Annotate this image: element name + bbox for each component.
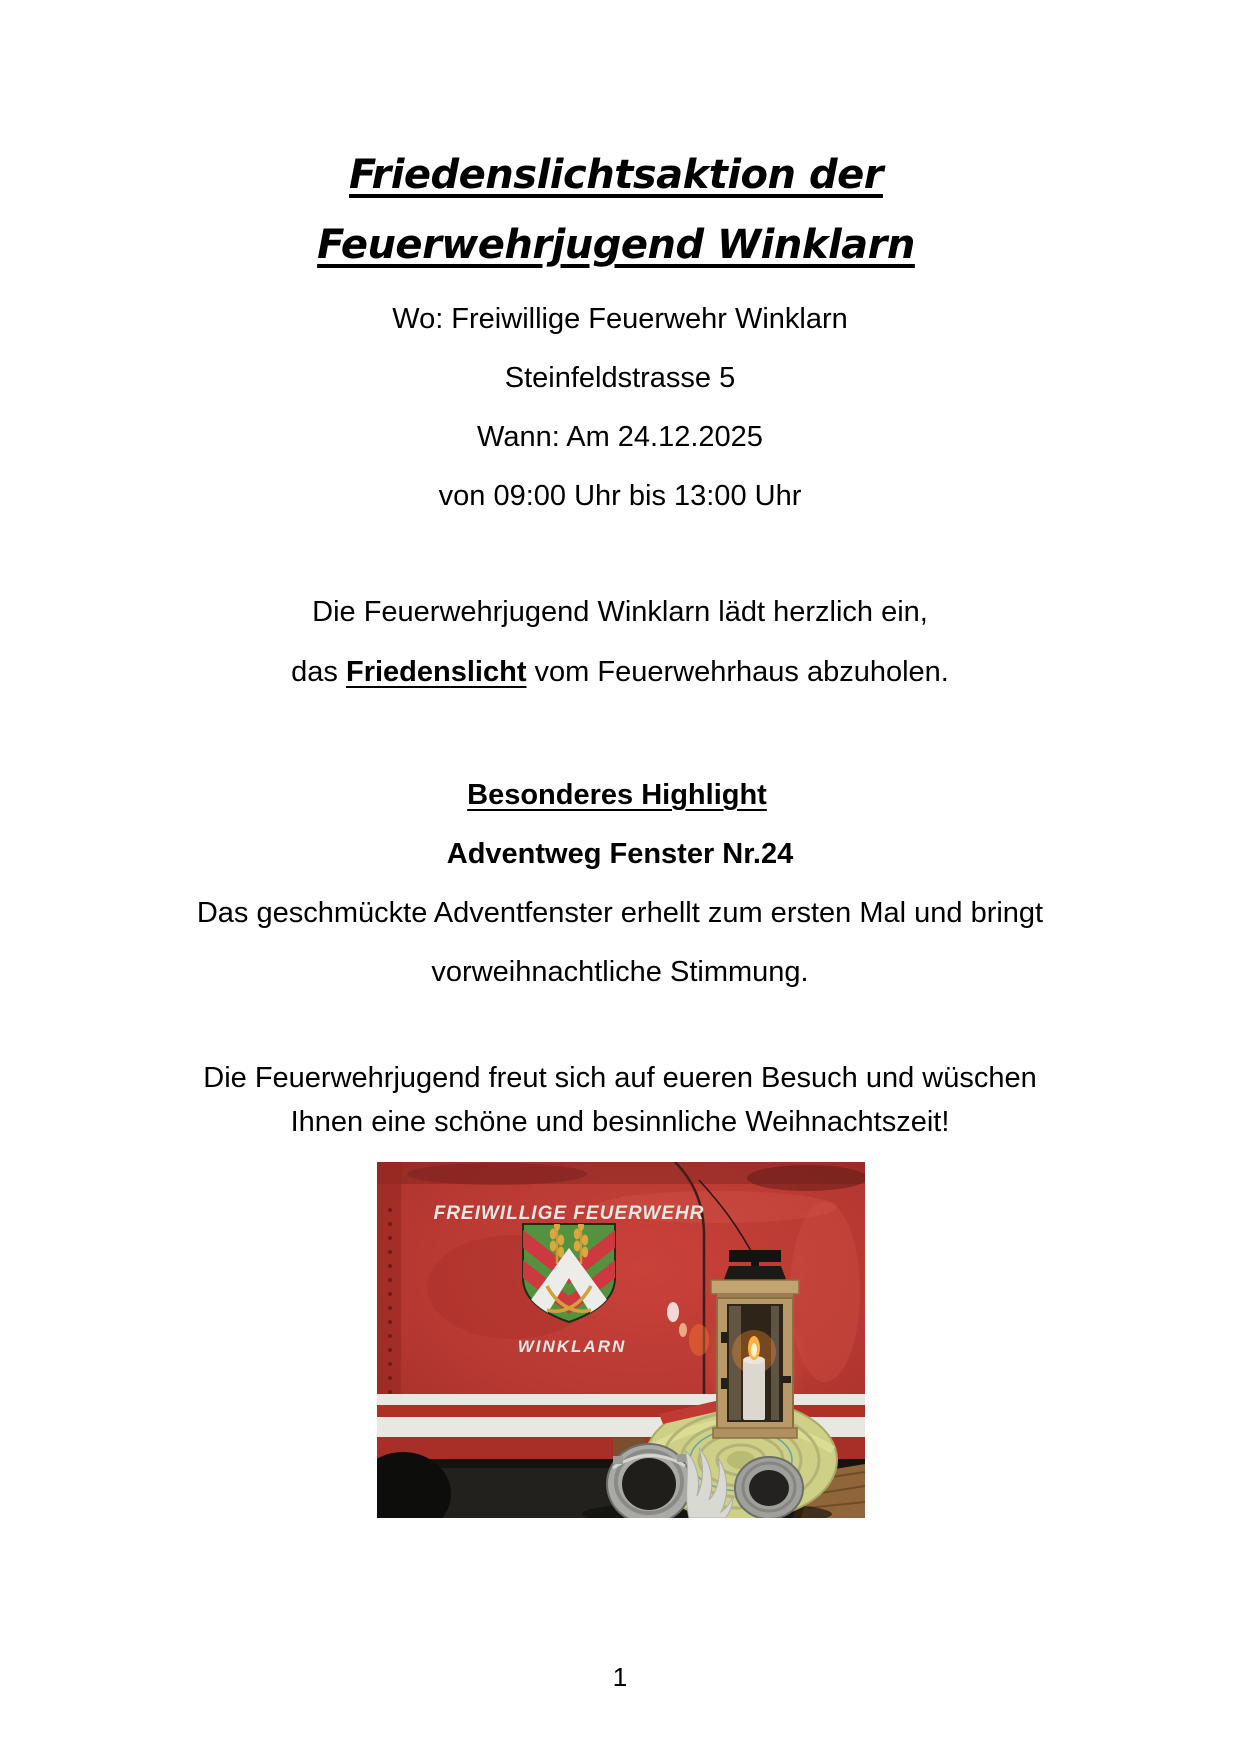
friedenslicht-emphasis: Friedenslicht: [345, 656, 527, 688]
closing-line-2: Ihnen eine schöne und besinnliche Weihnachtszeit!: [290, 1106, 950, 1138]
title-line-2: Feuerwehrjugend Winklarn: [317, 222, 915, 268]
detail-time: von 09:00 Uhr bis 13:00 Uhr: [438, 480, 802, 512]
invitation-text: [0, 582, 1240, 702]
closing-line-1: Die Feuerwehrjugend freut sich auf eueren Besuch und wüschen: [203, 1062, 1037, 1094]
crest-lettering: WINKLARN: [517, 1337, 627, 1356]
highlight-subheading: Adventweg Fenster Nr.24: [446, 838, 794, 870]
hose-coupling-right: [735, 1457, 803, 1518]
fire-truck-photo: [377, 1162, 865, 1518]
truck-lettering: FREIWILLIGE FEUERWEHR: [433, 1203, 705, 1224]
detail-when: Wann: Am 24.12.2025: [477, 421, 763, 453]
candle: [743, 1360, 765, 1420]
invitation-line-2: das Friedenslicht vom Feuerwehrhaus abzuholen.: [291, 656, 949, 688]
highlight-line-1: Das geschmückte Adventfenster erhellt zum ersten Mal und bringt: [196, 897, 1044, 929]
title-line-1: Friedenslichtsaktion der: [349, 152, 883, 198]
invitation-line-1: Die Feuerwehrjugend Winklarn lädt herzlich ein,: [312, 596, 928, 628]
closing-text: [0, 1056, 1240, 1144]
event-details: [0, 290, 1240, 526]
hose-coupling-left: [607, 1444, 691, 1518]
page-number: 1: [612, 1662, 628, 1692]
detail-street: Steinfeldstrasse 5: [504, 362, 736, 394]
highlight-section: [0, 766, 1240, 1002]
highlight-line-2: vorweihnachtliche Stimmung.: [431, 956, 809, 988]
document-title: [0, 140, 1240, 280]
lantern-base: [713, 1428, 797, 1438]
highlight-heading: Besonderes Highlight: [467, 779, 767, 811]
detail-where: Wo: Freiwillige Feuerwehr Winklarn: [392, 303, 848, 335]
fire-truck-photo-art: [377, 1162, 865, 1518]
